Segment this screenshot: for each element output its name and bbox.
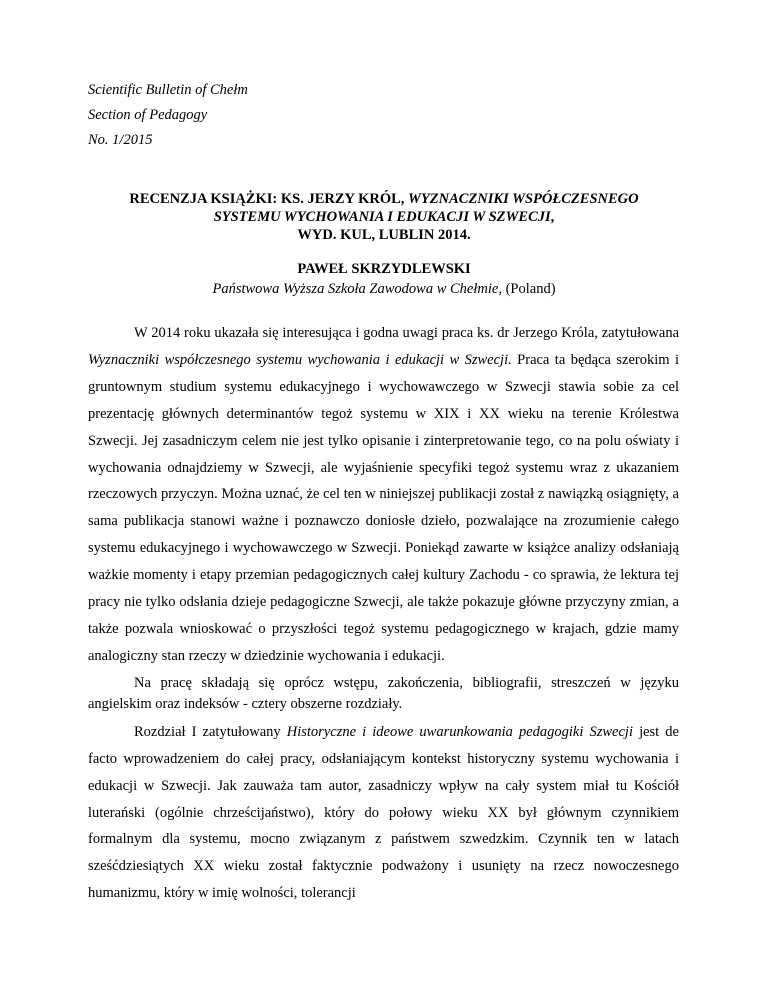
title-line-2: SYSTEMU WYCHOWANIA I EDUKACJI W SZWECJI, bbox=[213, 209, 555, 225]
author-name: PAWEŁ SKRZYDLEWSKI bbox=[297, 261, 471, 277]
title-line-1: RECENZJA KSIĄŻKI: KS. JERZY KRÓL, WYZNACZNIKI WSPÓŁCZESNEGO bbox=[129, 191, 639, 207]
book-title-part-1: WYZNACZNIKI WSPÓŁCZESNEGO bbox=[408, 191, 639, 207]
article-title bbox=[90, 190, 678, 244]
article-body bbox=[88, 320, 679, 907]
book-title-part-2: SYSTEMU WYCHOWANIA I EDUKACJI W SZWECJI bbox=[213, 209, 551, 225]
chapter-title-inline: Historyczne i ideowe uwarunkowania pedagogiki Szwecji bbox=[286, 723, 633, 740]
author-affiliation: Państwowa Wyższa Szkoła Zawodowa w Chełmie, (Poland) bbox=[212, 281, 556, 297]
journal-issue: No. 1/2015 bbox=[88, 132, 153, 148]
journal-header bbox=[88, 78, 248, 153]
title-line-3: WYD. KUL, LUBLIN 2014. bbox=[297, 227, 471, 243]
book-title-inline: Wyznaczniki współczesnego systemu wychowania i edukacji w Szwecji. bbox=[88, 351, 512, 368]
paragraph-2: Na pracę składają się oprócz wstępu, zakończenia, bibliografii, streszczeń w języku angielskim oraz indeksów - cztery obszerne rozdziały. bbox=[88, 674, 679, 712]
paragraph-3: Rozdział I zatytułowany Historyczne i ideowe uwarunkowania pedagogiki Szwecji jest de facto wprowadzeniem do całej pracy, odsłaniającym kontekst historyczny systemu wychowania i edukacji w Szwecji. Jak zauważa tam autor, zasadniczy wpływ na cały system miał tu Kościół luterański (ogólnie chrześcijaństwo), który do połowy wieku XX był głównym czynnikiem formalnym dla systemu, mocno związanym z państwem szwedzkim. Czynnik ten w latach sześćdziesiątych XX wieku został faktycznie podważony i usunięty na rzecz nowoczesnego humanizmu, który w imię wolności, tolerancji bbox=[88, 723, 679, 902]
journal-name: Scientific Bulletin of Chełm bbox=[88, 82, 248, 98]
paragraph-1: W 2014 roku ukazała się interesująca i godna uwagi praca ks. dr Jerzego Króla, zatytułowana Wyznaczniki współczesnego systemu wychowania i edukacji w Szwecji. Praca ta będąca szerokim i gruntownym studium systemu edukacyjnego i wychowawczego w Szwecji stawia sobie za cel prezentację głównych determinantów tegoż systemu w XIX i XX wieku na terenie Królestwa Szwecji. Jej zasadniczym celem nie jest tylko opisanie i zinterpretowanie tego, co na polu oświaty i wychowania odnajdziemy w Szwecji, ale wyjaśnienie specyfiki tegoż systemu wraz z ukazaniem rzeczowych przyczyn. Można uznać, że cel ten w niniejszej publikacji został z nawiązką osiągnięty, a sama publikacja stanowi ważne i poznawczo doniosłe dzieło, pozwalające na zrozumienie całego systemu edukacyjnego i wychowawczego w Szwecji. Poniekąd zawarte w książce analizy odsłaniają ważkie momenty i etapy przemian pedagogicznych całej kultury Zachodu - co sprawia, że lektura tej pracy nie tylko odsłania dzieje pedagogiczne Szwecji, ale także pokazuje główne przyczyny zmian, a także pozwala wnioskować o przyszłości tegoż systemu pedagogicznego w krajach, gdzie mamy analogiczny stan rzeczy w dziedzinie wychowania i edukacji. bbox=[88, 325, 680, 664]
author-block bbox=[90, 259, 678, 299]
journal-section: Section of Pedagogy bbox=[88, 107, 208, 123]
